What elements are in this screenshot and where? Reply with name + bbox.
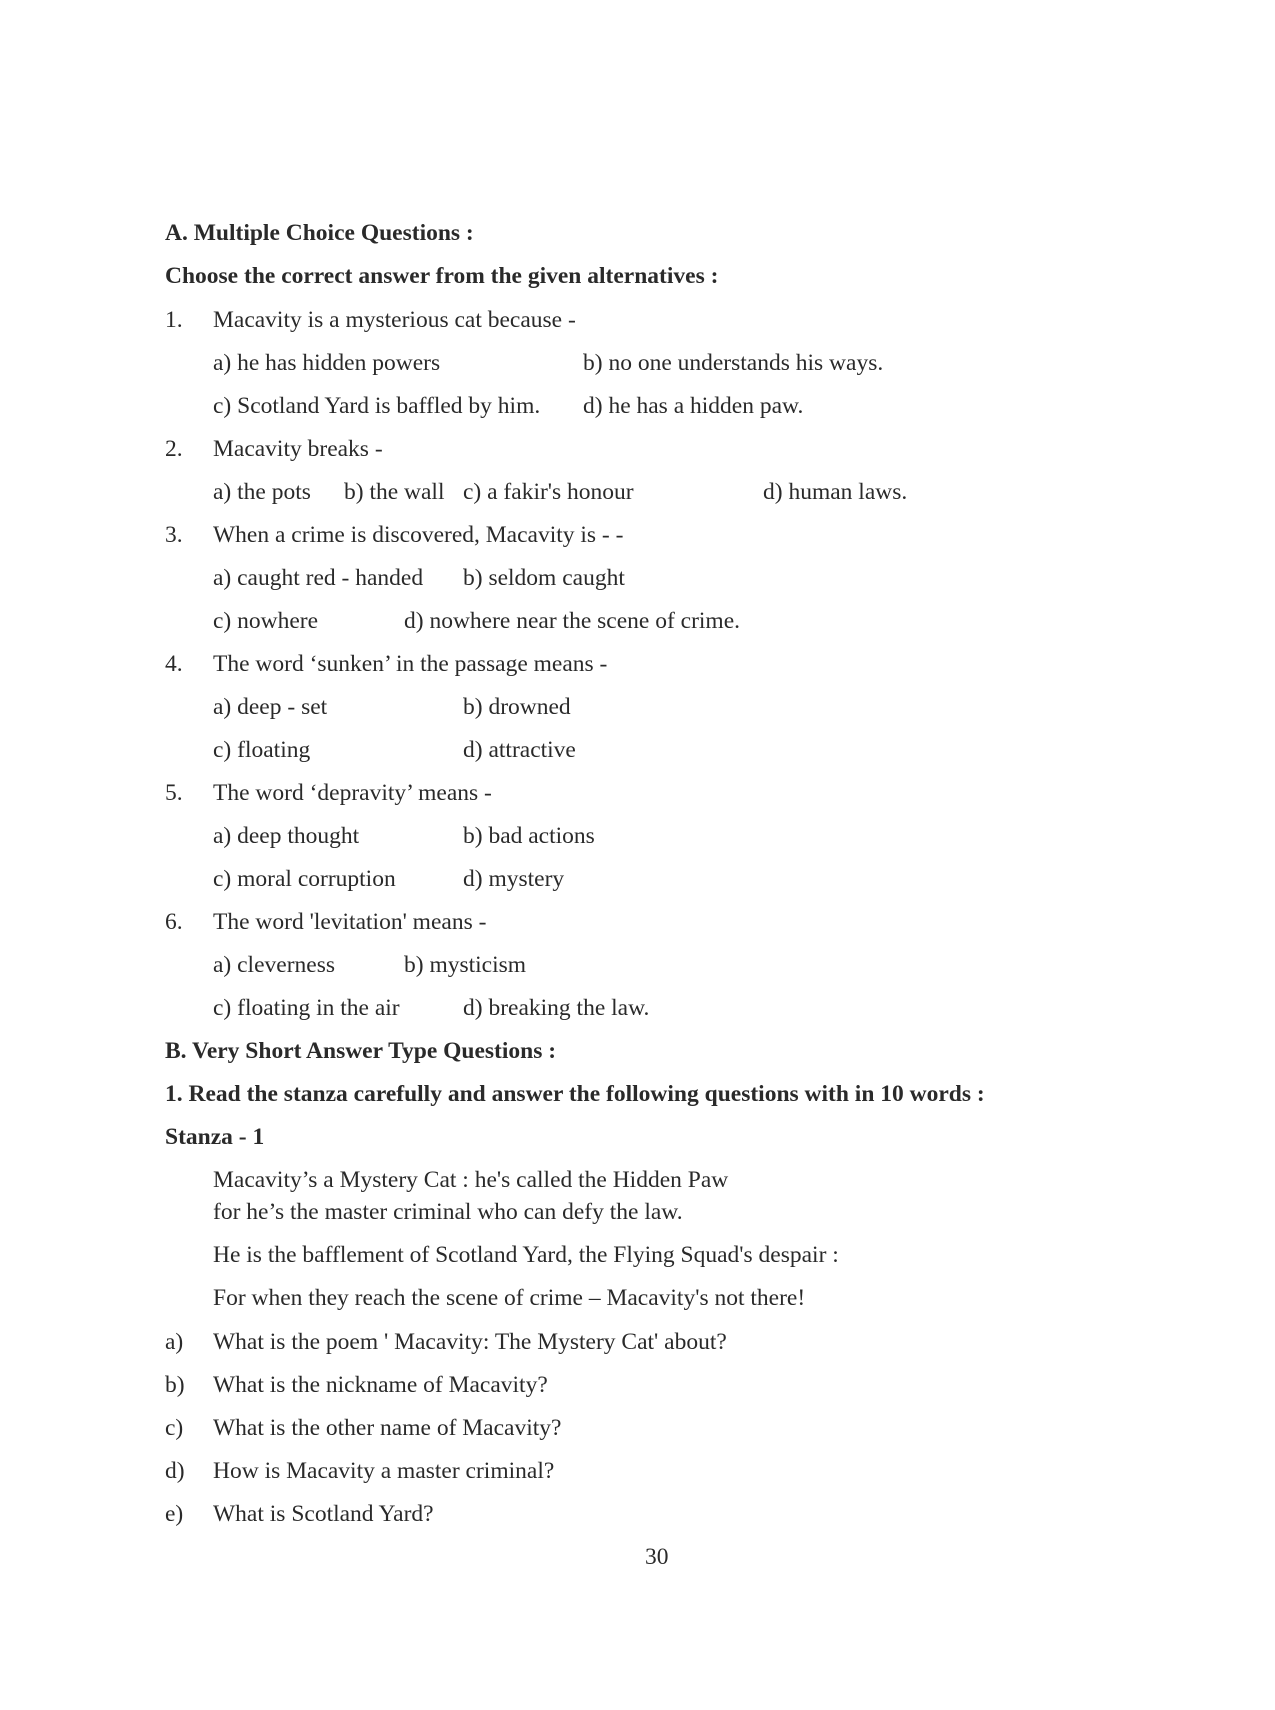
question-3-option-c: c) nowhere [213,608,319,634]
question-4-text: The word ‘sunken’ in the passage means - [213,651,608,677]
stanza-line-1: Macavity’s a Mystery Cat : he's called the Hidden Paw [213,1167,729,1193]
sub-question-a-label: a) [165,1329,184,1355]
question-3-option-d: d) nowhere near the scene of crime. [404,608,741,634]
question-5-option-a: a) deep thought [213,823,360,849]
question-1-text: Macavity is a mysterious cat because - [213,307,576,333]
question-5-option-d: d) mystery [463,866,565,892]
sub-question-b-text: What is the nickname of Macavity? [213,1372,548,1398]
question-5-option-c: c) moral corruption [213,866,396,892]
question-5-option-b: b) bad actions [463,823,595,849]
question-1-number: 1. [165,307,183,333]
question-3-option-b: b) seldom caught [463,565,625,591]
question-3-number: 3. [165,522,183,548]
question-6-text: The word 'levitation' means - [213,909,487,935]
stanza-line-4: For when they reach the scene of crime – Macavity's not there! [213,1285,806,1311]
question-2-text: Macavity breaks - [213,436,383,462]
question-6-number: 6. [165,909,183,935]
question-6-option-a: a) cleverness [213,952,335,978]
question-2-option-b: b) the wall [344,479,445,505]
sub-question-e-text: What is Scotland Yard? [213,1501,434,1527]
question-2-option-a: a) the pots [213,479,311,505]
section-a-title: A. Multiple Choice Questions : [165,220,474,246]
question-3-option-a: a) caught red - handed [213,565,424,591]
question-1-option-b: b) no one understands his ways. [583,350,884,376]
stanza-line-3: He is the bafflement of Scotland Yard, the Flying Squad's despair : [213,1242,839,1268]
question-4-option-c: c) floating [213,737,311,763]
sub-question-e-label: e) [165,1501,184,1527]
question-6-option-b: b) mysticism [404,952,527,978]
section-b-instruction: 1. Read the stanza carefully and answer the following questions with in 10 words : [165,1081,985,1107]
section-b-title: B. Very Short Answer Type Questions : [165,1038,557,1064]
question-1-option-c: c) Scotland Yard is baffled by him. [213,393,541,419]
question-2-number: 2. [165,436,183,462]
question-1-option-d: d) he has a hidden paw. [583,393,804,419]
sub-question-d-label: d) [165,1458,185,1484]
question-5-text: The word ‘depravity’ means - [213,780,492,806]
question-5-number: 5. [165,780,183,806]
question-4-option-b: b) drowned [463,694,571,720]
sub-question-c-text: What is the other name of Macavity? [213,1415,562,1441]
sub-question-b-label: b) [165,1372,185,1398]
question-4-option-d: d) attractive [463,737,576,763]
sub-question-a-text: What is the poem ' Macavity: The Mystery Cat' about? [213,1329,727,1355]
question-2-option-c: c) a fakir's honour [463,479,634,505]
question-1-option-a: a) he has hidden powers [213,350,441,376]
stanza-line-2: for he’s the master criminal who can defy the law. [213,1199,683,1225]
stanza-title: Stanza - 1 [165,1124,265,1150]
question-4-option-a: a) deep - set [213,694,328,720]
question-3-text: When a crime is discovered, Macavity is - - [213,522,624,548]
sub-question-d-text: How is Macavity a master criminal? [213,1458,555,1484]
page-number: 30 [645,1544,669,1570]
question-2-option-d: d) human laws. [763,479,908,505]
question-6-option-c: c) floating in the air [213,995,400,1021]
section-a-instruction: Choose the correct answer from the given alternatives : [165,263,719,289]
question-6-option-d: d) breaking the law. [463,995,650,1021]
question-4-number: 4. [165,651,183,677]
sub-question-c-label: c) [165,1415,184,1441]
